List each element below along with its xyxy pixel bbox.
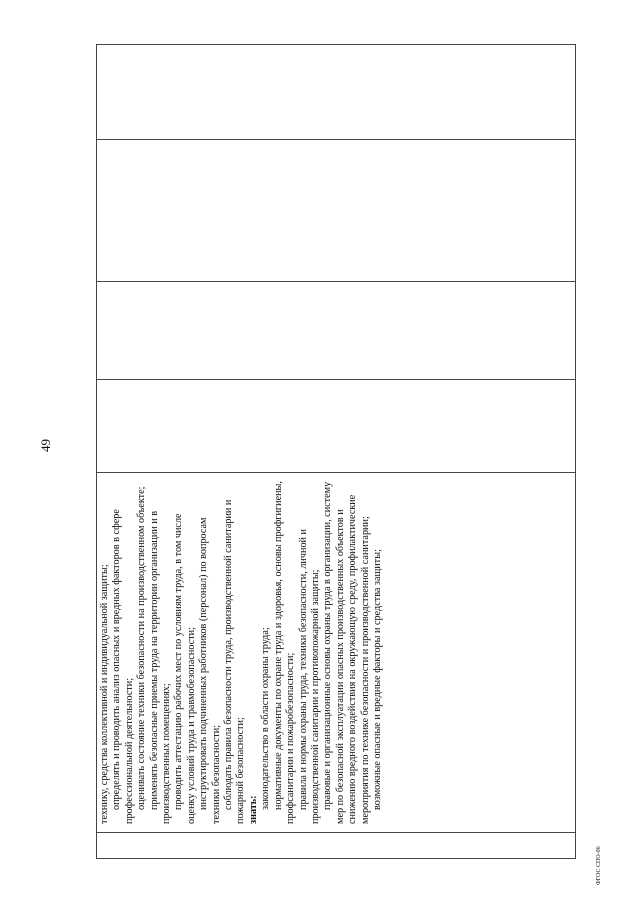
table-column-6 (97, 43, 575, 139)
text-paragraph: инструктировать подчиненных работников (персонал) по вопросам техники безопасности; (198, 517, 222, 824)
text-paragraph: технику, средства коллективной и индивидуальной защиты; (99, 564, 110, 824)
text-paragraph: применять безопасные приемы труда на территории организации и в производственных помещениях; (148, 510, 173, 824)
text-paragraph: проводить аттестацию рабочих мест по условиям труда, в том числе оценку условий труда и травмобезопасности; (173, 513, 197, 824)
page-footer: ФГОС СПО-06 (596, 846, 602, 885)
text-paragraph: нормативные документы по охране труда и здоровья, основы профгигиены, профсанитарии и пожаробезопасности; (272, 481, 297, 824)
text-paragraph: законодательство в области охраны труда; (260, 627, 272, 810)
table-column-5 (97, 139, 575, 281)
table-column-3 (97, 379, 575, 472)
table-column-1 (97, 832, 575, 858)
text-paragraph: соблюдать правила безопасности труда, производственной санитарии и пожарной безопасности; (223, 499, 247, 824)
cell-text (99, 481, 384, 824)
table-column-2 (97, 472, 575, 832)
text-paragraph: правила и нормы охраны труда, техники безопасности, личной и производственной санитарии и противопожарной защиты; (297, 529, 321, 824)
text-paragraph: определять и проводить анализ опасных и вредных факторов в сфере профессиональной деятельности; (111, 509, 135, 824)
section-heading: знать: (247, 795, 259, 824)
text-paragraph: возможные опасные и вредные факторы и средства защиты; (371, 549, 383, 810)
competency-table (96, 44, 576, 859)
text-paragraph: правовые и организационные основы охраны труда в организации, систему мер по безопасной эксплуатации опасных производственных объектов и снижению вредного воздействия на окружающую среду, профилактические мероприятия по технике безопасности и производственной санитарии; (322, 481, 371, 824)
page-number: 49 (38, 439, 53, 452)
text-paragraph: оценивать состояние техники безопасности на производственном объекте; (136, 486, 148, 810)
table-column-4 (97, 281, 575, 379)
